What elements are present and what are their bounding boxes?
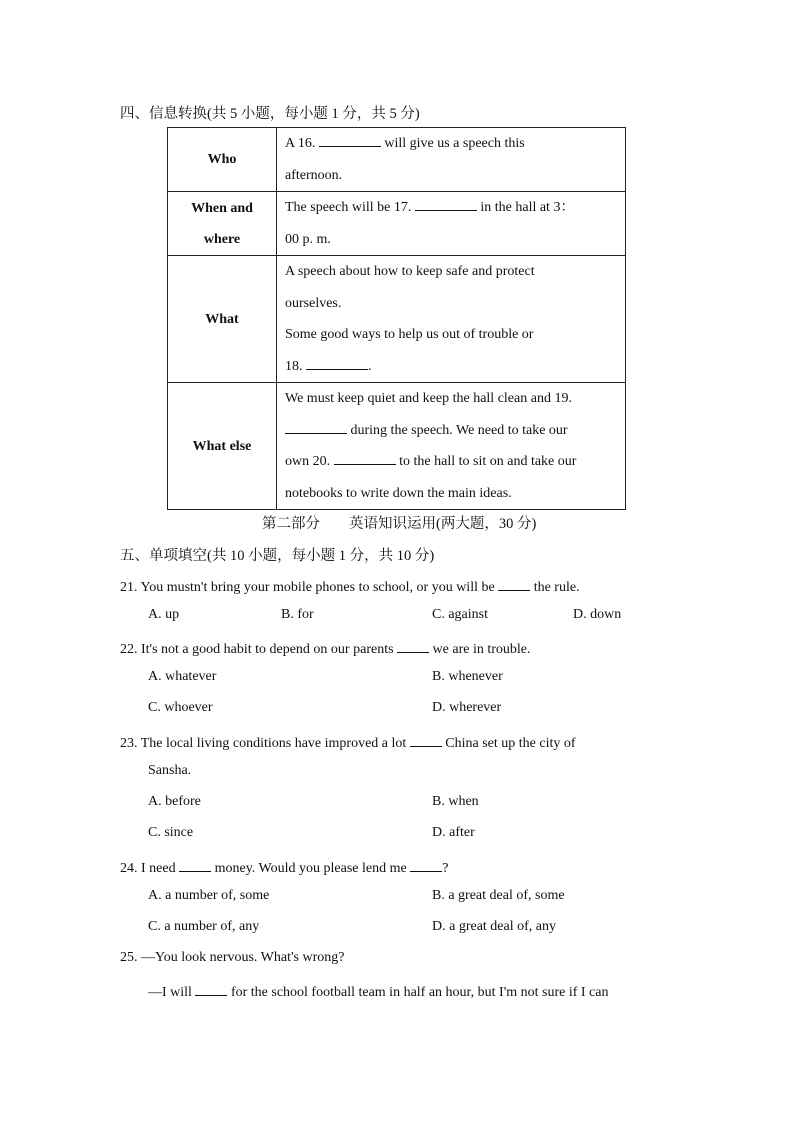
table-row: [168, 256, 626, 383]
info-table: [167, 127, 626, 510]
section-five-heading: 五、单项填空(共 10 小题，每小题 1 分，共 10 分): [120, 548, 435, 564]
option-24-a[interactable]: A. a number of, some: [148, 888, 270, 903]
option-21-b[interactable]: B. for: [281, 607, 314, 622]
option-24-d[interactable]: D. a great deal of, any: [432, 919, 556, 934]
answer-blank-18[interactable]: [306, 355, 368, 370]
answer-blank-16[interactable]: [319, 132, 381, 147]
option-23-b[interactable]: B. when: [432, 794, 479, 809]
option-21-d[interactable]: D. down: [573, 607, 622, 622]
answer-blank-23[interactable]: [410, 732, 442, 747]
answer-blank-21[interactable]: [498, 576, 530, 591]
row-head-what: What: [168, 256, 277, 383]
option-23-a[interactable]: A. before: [148, 794, 201, 809]
section-four-heading: 四、信息转换(共 5 小题，每小题 1 分，共 5 分): [120, 106, 420, 122]
row-body-when-where: The speech will be 17. in the hall at 3： 00 p. m.: [277, 192, 626, 256]
part-two-heading: 第二部分 英语知识运用(两大题，30 分): [262, 516, 537, 532]
answer-blank-17[interactable]: [415, 196, 477, 211]
question-22-stem: 22. It's not a good habit to depend on our parents we are in trouble.: [120, 638, 531, 658]
row-head-when-where: When and where: [168, 192, 277, 256]
option-22-b[interactable]: B. whenever: [432, 669, 503, 684]
answer-blank-24b[interactable]: [410, 857, 442, 872]
question-25-reply: —I will for the school football team in half an hour, but I'm not sure if I can: [148, 981, 608, 1001]
question-21-stem: 21. You mustn't bring your mobile phones to school, or you will be the rule.: [120, 576, 580, 596]
table-row: [168, 383, 626, 510]
option-21-a[interactable]: A. up: [148, 607, 180, 622]
option-24-b[interactable]: B. a great deal of, some: [432, 888, 565, 903]
option-21-c[interactable]: C. against: [432, 607, 488, 622]
row-body-who: A 16. will give us a speech this afternoon.: [277, 128, 626, 192]
answer-blank-25[interactable]: [195, 981, 227, 996]
question-23-stem: 23. The local living conditions have improved a lot China set up the city of: [120, 732, 576, 752]
option-22-a[interactable]: A. whatever: [148, 669, 217, 684]
answer-blank-19[interactable]: [285, 419, 347, 434]
option-23-c[interactable]: C. since: [148, 825, 194, 840]
table-row: [168, 128, 626, 192]
question-24-stem: 24. I need money. Would you please lend me ?: [120, 857, 448, 877]
answer-blank-24a[interactable]: [179, 857, 211, 872]
row-head-what-else: What else: [168, 383, 277, 510]
option-23-d[interactable]: D. after: [432, 825, 475, 840]
option-24-c[interactable]: C. a number of, any: [148, 919, 260, 934]
option-22-d[interactable]: D. wherever: [432, 700, 502, 715]
row-head-who: Who: [168, 128, 277, 192]
table-row: [168, 192, 626, 256]
question-25-stem: 25. —You look nervous. What's wrong?: [120, 950, 345, 965]
option-22-c[interactable]: C. whoever: [148, 700, 213, 715]
row-body-what: A speech about how to keep safe and protect ourselves. Some good ways to help us out of trouble or 18. .: [277, 256, 626, 383]
question-23-stem-cont: Sansha.: [148, 763, 192, 778]
answer-blank-22[interactable]: [397, 638, 429, 653]
row-body-what-else: We must keep quiet and keep the hall clean and 19. during the speech. We need to take our own 20. to the hall to sit on and take our notebooks to write down the main ideas.: [277, 383, 626, 510]
answer-blank-20[interactable]: [334, 450, 396, 465]
